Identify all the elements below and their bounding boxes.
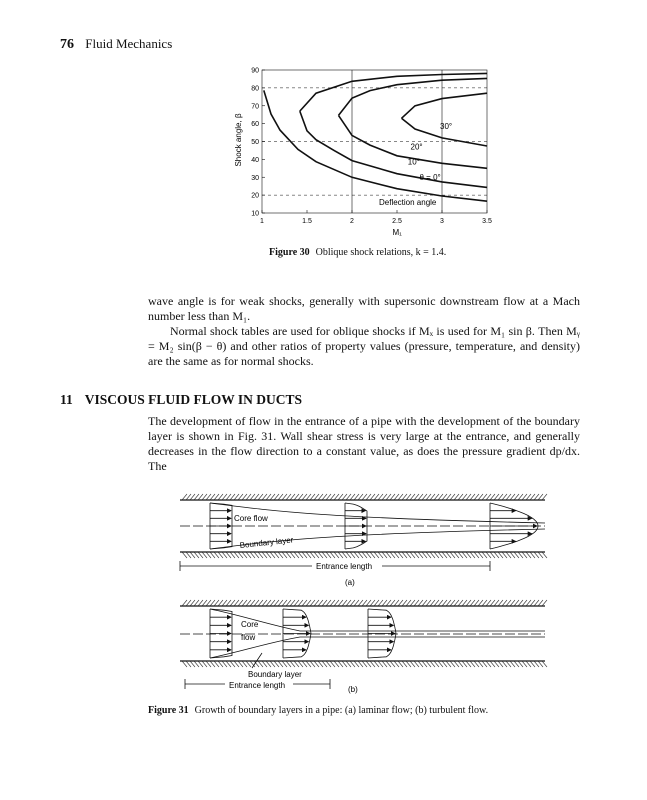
figure-30-caption-text: Oblique shock relations, k = 1.4. bbox=[315, 247, 447, 258]
wall-hatching-bottom-b bbox=[182, 661, 547, 667]
curve-label: 10° bbox=[407, 157, 420, 167]
subfigure-label-a: (a) bbox=[345, 578, 355, 587]
x-tick-label: 1.5 bbox=[302, 218, 312, 225]
pipe-laminar bbox=[180, 494, 547, 587]
entrance-length-label-a: Entrance length bbox=[316, 562, 373, 571]
x-tick-label: 1 bbox=[260, 218, 264, 225]
wall-hatching-top-b bbox=[182, 600, 547, 606]
paragraph-normal-shock-tables: Normal shock tables are used for oblique shocks if Mₓ is used for M₁ sin β. Then Mᵧ = M₂ sin(β − θ) and other ratios of property values (pressure, temperature, and density) are the same as for normal shocks. bbox=[148, 324, 580, 368]
figure-31-caption bbox=[148, 705, 488, 716]
boundary-layer-label-b: Boundary layer bbox=[248, 670, 302, 679]
figure-30-caption-label: Figure 30 bbox=[269, 247, 310, 258]
wall-hatching-top bbox=[182, 494, 547, 500]
paragraph-viscous-flow: The development of flow in the entrance of a pipe with the development of the boundary layer is shown in Fig. 31. Wall shear stress is very large at the entrance, and generally decreases in the flow direction to a constant value, as does the pressure gradient dp/dx. The bbox=[148, 414, 580, 473]
core-flow-label-b-line1: Core bbox=[241, 620, 259, 629]
wall-hatching-bottom bbox=[182, 552, 547, 558]
velocity-profile-turbulent-1 bbox=[283, 609, 311, 658]
y-tick-label: 10 bbox=[251, 210, 259, 218]
y-tick-label: 90 bbox=[251, 67, 259, 75]
velocity-profile-parabolic bbox=[490, 503, 538, 549]
y-tick-label: 30 bbox=[251, 174, 259, 182]
x-tick-label: 3 bbox=[440, 218, 444, 225]
velocity-profile-uniform bbox=[210, 503, 232, 549]
boundary-layer-label-a: Boundary layer bbox=[239, 535, 294, 550]
y-tick-label: 70 bbox=[251, 103, 259, 111]
page-number: 76 bbox=[60, 37, 74, 52]
figure-31-caption-label: Figure 31 bbox=[148, 705, 189, 716]
velocity-profile-developing bbox=[345, 503, 367, 549]
x-tick-label: 2.5 bbox=[392, 218, 402, 225]
core-flow-label-a: Core flow bbox=[234, 514, 268, 523]
y-axis-label: Shock angle, β bbox=[234, 113, 243, 167]
velocity-profile-uniform-b bbox=[210, 609, 232, 658]
legend-title: Deflection angle bbox=[379, 197, 437, 207]
y-tick-label: 60 bbox=[251, 121, 259, 129]
curve-label: θ = 0° bbox=[419, 172, 441, 182]
section-number: 11 bbox=[60, 392, 73, 407]
curve-label-30: 30° bbox=[440, 121, 453, 131]
section-title: VISCOUS FLUID FLOW IN DUCTS bbox=[84, 392, 303, 407]
core-flow-label-b-line2: flow bbox=[241, 633, 256, 642]
curve-label: 20° bbox=[410, 142, 423, 152]
pipe-turbulent bbox=[180, 600, 547, 694]
paragraph-shock-angle: wave angle is for weak shocks, generally with supersonic downstream flow at a Mach number less than M₁. bbox=[148, 294, 580, 323]
subfigure-label-b: (b) bbox=[348, 685, 358, 694]
boundary-layer-edge-top-b bbox=[210, 609, 545, 631]
velocity-profile-turbulent-2 bbox=[368, 609, 396, 658]
running-title: Fluid Mechanics bbox=[85, 36, 173, 51]
x-tick-label: 2 bbox=[350, 218, 354, 225]
entrance-length-label-b: Entrance length bbox=[229, 681, 286, 690]
boundary-layer-edge-bottom-b bbox=[210, 637, 545, 658]
y-tick-label: 50 bbox=[251, 139, 259, 146]
y-tick-label: 80 bbox=[251, 85, 259, 93]
x-axis-label: M₁ bbox=[392, 228, 402, 237]
y-tick-label: 40 bbox=[251, 156, 259, 164]
y-tick-label: 20 bbox=[251, 192, 259, 200]
x-tick-label: 3.5 bbox=[482, 218, 492, 225]
figure-31-caption-text: Growth of boundary layers in a pipe: (a) laminar flow; (b) turbulent flow. bbox=[194, 705, 489, 716]
